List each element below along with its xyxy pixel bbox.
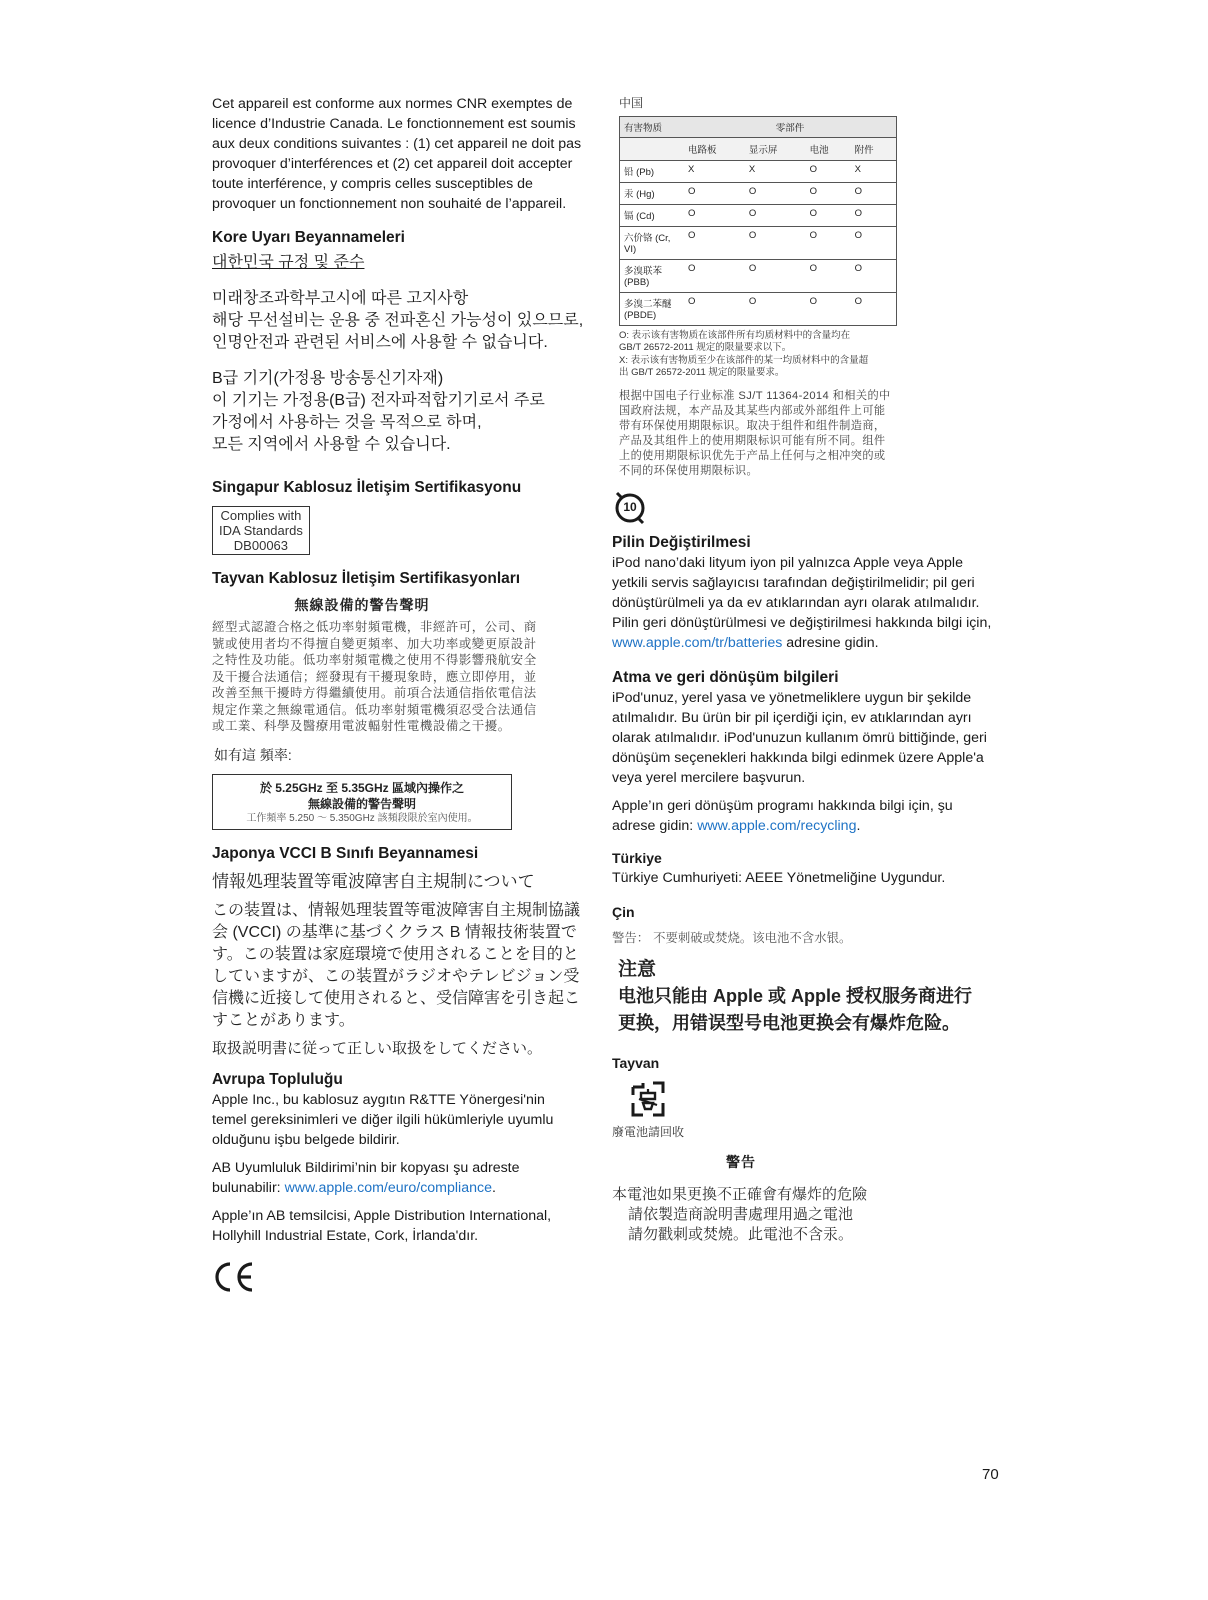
epup-10-icon <box>613 491 647 525</box>
recycling-heading: Atma ve geri dönüşüm bilgileri <box>612 669 839 686</box>
eu-representative-text: Apple’ın AB temsilcisi, Apple Distribution International, Hollyhill Industrial Estate, Cork, İrlanda'dır. <box>212 1207 552 1244</box>
china-epup-text: 根据中国电子行业标准 SJ/T 11364-2014 和相关的中国政府法规，本产品及其某些内部或外部组件上可能带有环保使用期限标识。取决于组件和组件制造商，产品及其组件上的使用期限标识可能有所不同。组件上的使用期限标识优先于产品上任何与之相冲突的或不同的环保使用期限标识。 <box>619 390 891 477</box>
turkey-heading: Türkiye <box>612 850 662 866</box>
eu-heading: Avrupa Topluluğu <box>212 1070 343 1088</box>
table-row: 多溴二苯醚 (PBDE) O O O O <box>620 293 897 326</box>
left-column <box>212 94 602 1294</box>
taiwan-warning-text: 本電池如果更換不正確會有爆炸的危險 請依製造商說明書處理用過之電池 請勿戳刺或焚燒。此電池不含汞。 <box>612 1185 868 1243</box>
frequency-label: 如有這 頻率: <box>214 746 292 763</box>
china-heading: Çin <box>612 904 635 920</box>
battery-text: iPod nano’daki lityum iyon pil yalnızca Apple veya Apple yetkili servis sağlayıcısı tarafından değiştirilmelidir; pil geri dönüştürülmeli ya da ev atıklarından ayrı olarak atılmalıdır. Pilin geri dönüştürülmesi ve değiştirilmesi hakkında bilgi için, www.apple.com/tr/batteries adresine gidin. <box>612 555 992 651</box>
china-warning-line-2: 更换，用错误型号电池更换会有爆炸危险。 <box>618 1013 960 1033</box>
table-row: 汞 (Hg) O O O O <box>620 183 897 205</box>
table-row: 铅 (Pb) X X O X <box>620 161 897 183</box>
table-col-header: 显示屏 <box>745 138 806 161</box>
japan-text: この装置は、情報処理装置等電波障害自主規制協議会 (VCCI) の基準に基づくクラス B 情報技術装置です。この装置は家庭環境で使用されることを目的としていますが、この装置がラジオやテレビジョン受信機に近接して使用されると、受信障害を引き起こすことがあります。 <box>212 901 581 1029</box>
ida-label-box: Complies with IDA Standards DB00063 <box>212 506 310 555</box>
table-note-o: O: 表示该有害物质在该部件所有均质材料中的含量均在 GB/T 26572-2011 规定的限量要求以下。 <box>619 330 851 353</box>
eu-declaration-text: Apple Inc., bu kablosuz aygıtın R&TTE Yönergesi'nin temel gereksinimleri ve diğer ilgili hükümleriyle uyumlu olduğunu işbu belgede bildirir. <box>212 1091 554 1148</box>
china-warning-line-1: 电池只能由 Apple 或 Apple 授权服务商进行 <box>618 986 973 1006</box>
china-battery-warning: 警告： 不要刺破或焚烧。该电池不含水银。 <box>612 930 852 945</box>
table-header-parts: 零部件 <box>684 117 897 138</box>
recycling-link[interactable]: www.apple.com/recycling <box>697 818 857 834</box>
epup-number: 10 <box>623 500 637 514</box>
taiwan-wireless-heading: Tayvan Kablosuz İletişim Sertifikasyonları <box>212 570 521 587</box>
singapore-heading: Singapur Kablosuz İletişim Sertifikasyonu <box>212 479 522 496</box>
korea-notice-2: B급 기기(가정용 방송통신기자재) 이 기기는 가정용(B급) 전자파적합기기로서 주로 가정에서 사용하는 것을 목적으로 하며, 모든 지역에서 사용할 수 있습니다. <box>212 370 545 453</box>
turkey-text: Türkiye Cumhuriyeti: AEEE Yönetmeliğine Uygundur. <box>612 870 946 886</box>
table-col-header: 电池 <box>806 138 851 161</box>
eu-compliance-link[interactable]: www.apple.com/euro/compliance <box>284 1179 492 1196</box>
eu-compliance-text: AB Uyumluluk Bildirimi’nin bir kopyası şu adreste bulunabilir: www.apple.com/euro/compliance. <box>212 1159 520 1196</box>
japan-text-2: 取扱説明書に従って正しい取扱をしてください。 <box>212 1039 543 1057</box>
table-row: 镉 (Cd) O O O O <box>620 205 897 227</box>
korea-notice-1: 미래창조과학부고시에 따른 고지사항 해당 무선설비는 운용 중 전파혼신 가능성이 있으므로, 인명안전과 관련된 서비스에 사용할 수 없습니다. <box>212 290 584 351</box>
batteries-link[interactable]: www.apple.com/tr/batteries <box>612 635 783 651</box>
japan-title: 情報処理装置等電波障害自主規制について <box>212 871 535 891</box>
korea-title: 대한민국 규정 및 준수 <box>212 254 365 271</box>
table-row: 多溴联苯 (PBB) O O O O <box>620 260 897 293</box>
canada-compliance-text: Cet appareil est conforme aux normes CNR exemptes de licence d’Industrie Canada. Le fonctionnement est soumis aux deux conditions suivantes : (1) cet appareil ne doit pas provoquer d’interférences et (2) cet appareil doit accepter toute interférence, y compris celles susceptibles de provoquer un fonctionnement non souhaité de l’appareil. <box>212 96 582 212</box>
china-warning-title: 注意 <box>618 959 657 980</box>
korea-heading: Kore Uyarı Beyannameleri <box>212 229 405 246</box>
taiwan-warning-title: 警告 <box>726 1154 756 1170</box>
hazardous-substances-table <box>619 116 897 326</box>
recycling-program-text: Apple’ın geri dönüşüm programı hakkında bilgi için, şu adrese gidin: www.apple.com/recycling. <box>612 798 953 834</box>
taiwan-wireless-text: 經型式認證合格之低功率射頻電機，非經許可，公司、商號或使用者均不得擅自變更頻率、加大功率或變更原設計之特性及功能。低功率射頻電機之使用不得影響飛航安全及干擾合法通信；經發現有干擾現象時，應立即停用，並改善至無干擾時方得繼續使用。前項合法通信指依電信法規定作業之無線電通信。低功率射頻電機須忍受合法通信或工業、科學及醫療用電波輻射性電機設備之干擾。 <box>212 620 537 733</box>
right-column <box>612 94 1013 1244</box>
japan-heading: Japonya VCCI B Sınıfı Beyannamesi <box>212 844 479 862</box>
table-col-header: 附件 <box>851 138 897 161</box>
battery-heading: Pilin Değiştirilmesi <box>612 534 751 551</box>
china-label: 中国 <box>619 96 644 110</box>
ce-mark-icon <box>212 1260 256 1294</box>
table-row: 六价铬 (Cr, VI) O O O O <box>620 227 897 260</box>
taiwan-battery-heading: Tayvan <box>612 1055 660 1071</box>
battery-recycle-icon <box>629 1079 667 1119</box>
recycling-text: iPod'unuz, yerel yasa ve yönetmeliklere uygun bir şekilde atılmalıdır. Bu ürün bir pil içerdiği için, ev atıklarından ayrı olarak atılmalıdır. iPod'unuzun kullanım ömrü bittiğinde, geri dönüşüm seçenekleri hakkında bilgi edinmek üzere Apple'a veya yerel mercilere başvurun. <box>612 690 987 786</box>
table-header-substance: 有害物质 <box>620 117 685 138</box>
table-header-row <box>620 117 897 138</box>
page-number: 70 <box>982 1466 999 1483</box>
table-note-x: X: 表示该有害物质至少在该部件的某一均质材料中的含量超出 GB/T 26572-2011 规定的限量要求。 <box>619 355 869 378</box>
table-col-header: 电路板 <box>684 138 745 161</box>
table-subheader-row <box>620 138 897 161</box>
taiwan-recycle-caption: 廢電池請回收 <box>612 1125 685 1139</box>
taiwan-wireless-title: 無線設備的警告聲明 <box>294 597 430 613</box>
frequency-warning-box: 於 5.25GHz 至 5.35GHz 區域內操作之 無線設備的警告聲明 工作頻率 5.250 ～ 5.350GHz 該頻段限於室內使用。 <box>212 774 512 830</box>
